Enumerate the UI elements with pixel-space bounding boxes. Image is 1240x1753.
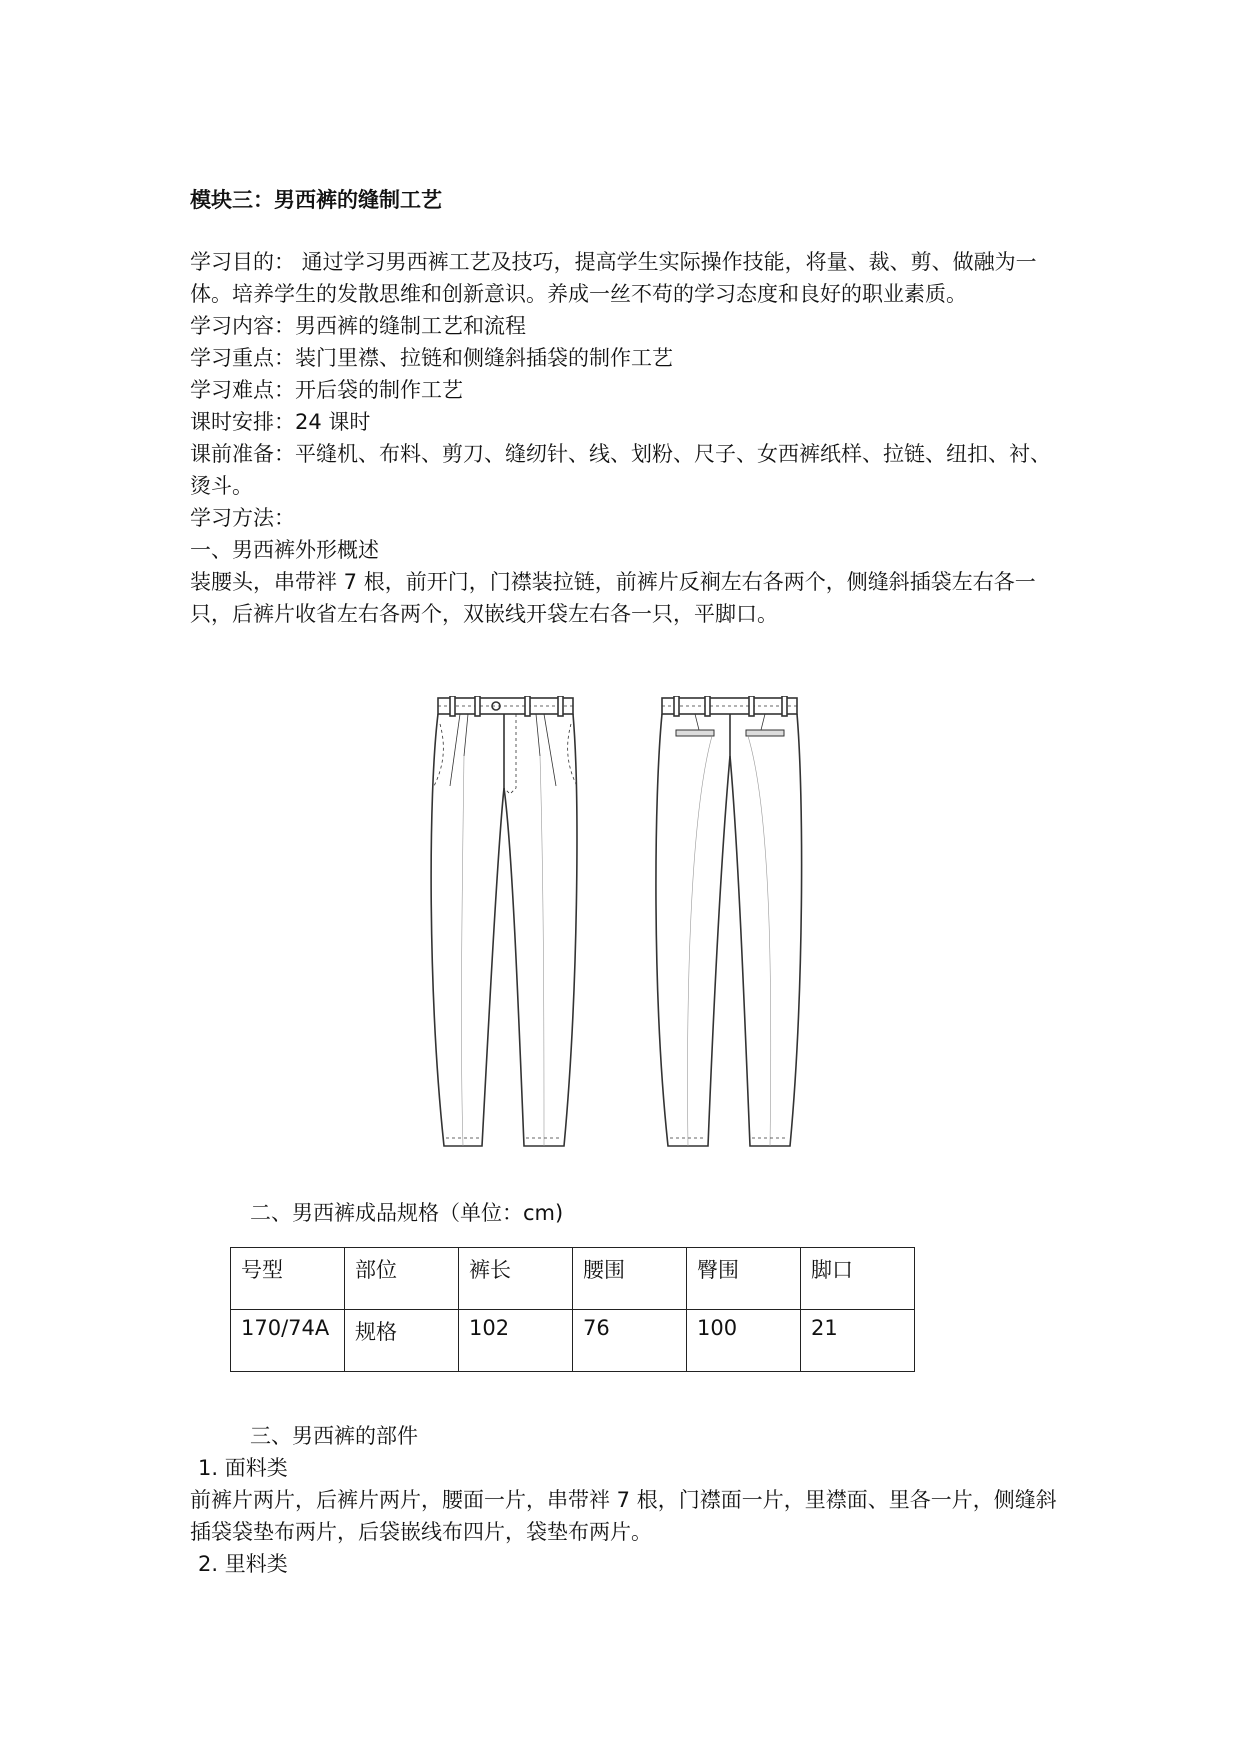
- back-view: [656, 696, 802, 1146]
- spec-table: [230, 1247, 915, 1372]
- table-row: [231, 1310, 915, 1372]
- section1-heading: 一、男西裤外形概述: [190, 538, 379, 562]
- learning-content: 学习内容：男西裤的缝制工艺和流程: [190, 314, 526, 338]
- trousers-flat-sketch: [420, 696, 820, 1156]
- table-cell: 100: [687, 1310, 801, 1372]
- module-title: 模块三：男西裤的缝制工艺: [190, 188, 442, 212]
- table-cell: 腰围: [573, 1248, 687, 1310]
- fabric-body: 前裤片两片，后裤片两片，腰面一片，串带袢 7 根，门襟面一片，里襟面、里各一片，侧缝斜插袋袋垫布两片，后袋嵌线布四片，袋垫布两片。: [190, 1488, 1057, 1544]
- table-cell: 号型: [231, 1248, 345, 1310]
- table-cell: 脚口: [801, 1248, 915, 1310]
- fabric-subheading: 1. 面料类: [198, 1456, 288, 1480]
- section1-body: 装腰头，串带袢 7 根，前开门，门襟装拉链，前裤片反裥左右各两个，侧缝斜插袋左右各一只，后裤片收省左右各两个，双嵌线开袋左右各一只，平脚口。: [190, 570, 1036, 626]
- section3-heading: 三、男西裤的部件: [250, 1424, 418, 1448]
- table-cell: 170/74A: [231, 1310, 345, 1372]
- section2-heading: 二、男西裤成品规格（单位：cm): [250, 1201, 564, 1225]
- table-cell: 102: [459, 1310, 573, 1372]
- table-cell: 部位: [345, 1248, 459, 1310]
- front-view: [431, 696, 577, 1146]
- lining-subheading: 2. 里料类: [198, 1552, 288, 1576]
- section2: [190, 1197, 1060, 1229]
- table-cell: 臀围: [687, 1248, 801, 1310]
- learning-difficulty: 学习难点：开后袋的制作工艺: [190, 378, 463, 402]
- preparation: 课前准备：平缝机、布料、剪刀、缝纫针、线、划粉、尺子、女西裤纸样、拉链、纽扣、衬、烫斗。: [190, 442, 1051, 498]
- learning-method: 学习方法：: [190, 506, 295, 530]
- section3: [190, 1420, 1060, 1580]
- table-cell: 76: [573, 1310, 687, 1372]
- learning-goal: 学习目的： 通过学习男西裤工艺及技巧，提高学生实际操作技能，将量、裁、剪、做融为一体。培养学生的发散思维和创新意识。养成一丝不苟的学习态度和良好的职业素质。: [190, 250, 1037, 306]
- table-cell: 21: [801, 1310, 915, 1372]
- class-hours: 课时安排：24 课时: [190, 410, 371, 434]
- learning-key-points: 学习重点：装门里襟、拉链和侧缝斜插袋的制作工艺: [190, 346, 673, 370]
- intro-block: [190, 246, 1060, 630]
- table-cell: 裤长: [459, 1248, 573, 1310]
- table-cell: 规格: [345, 1310, 459, 1372]
- table-row: [231, 1248, 915, 1310]
